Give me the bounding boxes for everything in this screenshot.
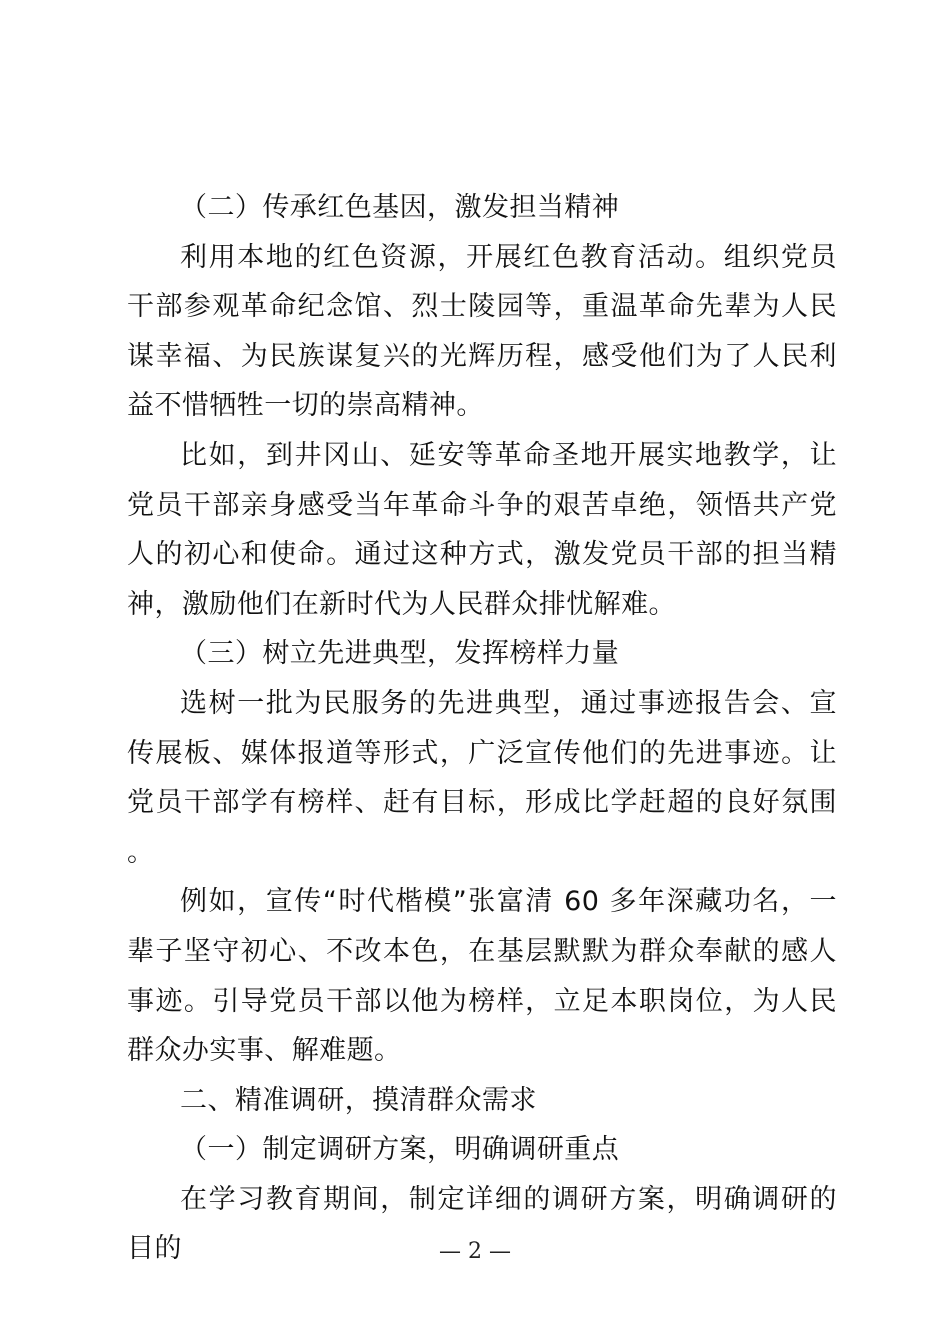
chapter-heading: 二、精准调研，摸清群众需求 <box>180 1084 537 1116</box>
body-paragraph: 在学习教育期间，制定详细的调研方案，明确调研的目的 <box>127 1183 837 1265</box>
body-paragraph: 比如，到井冈山、延安等革命圣地开展实地教学，让党员干部亲身感受当年革命斗争的艰苦卓绝，领悟共产党人的初心和使命。通过这种方式，激发党员干部的担当精神，激励他们在新时代为人民群众排忧解难。 <box>127 439 837 620</box>
body-paragraph: 利用本地的红色资源，开展红色教育活动。组织党员干部参观革命纪念馆、烈士陵园等，重温革命先辈为人民谋幸福、为民族谋复兴的光辉历程，感受他们为了人民利益不惜牺牲一切的崇高精神。 <box>127 241 837 422</box>
body-paragraph: 选树一批为民服务的先进典型，通过事迹报告会、宣传展板、媒体报道等形式，广泛宣传他们的先进事迹。让党员干部学有榜样、赶有目标，形成比学赶超的良好氛围。 <box>127 687 837 868</box>
body-paragraph: 例如，宣传“时代楷模”张富清 60 多年深藏功名，一辈子坚守初心、不改本色，在基层默默为群众奉献的感人事迹。引导党员干部以他为榜样，立足本职岗位，为人民群众办实事、解难题。 <box>127 886 837 1067</box>
section-heading-3: （三）树立先进典型，发挥榜样力量 <box>180 638 620 670</box>
section-heading-1: （一）制定调研方案，明确调研重点 <box>180 1134 620 1166</box>
document-body <box>127 183 837 1274</box>
page-number: — 2 — <box>439 1239 511 1264</box>
section-heading-2: （二）传承红色基因，激发担当精神 <box>180 192 620 223</box>
